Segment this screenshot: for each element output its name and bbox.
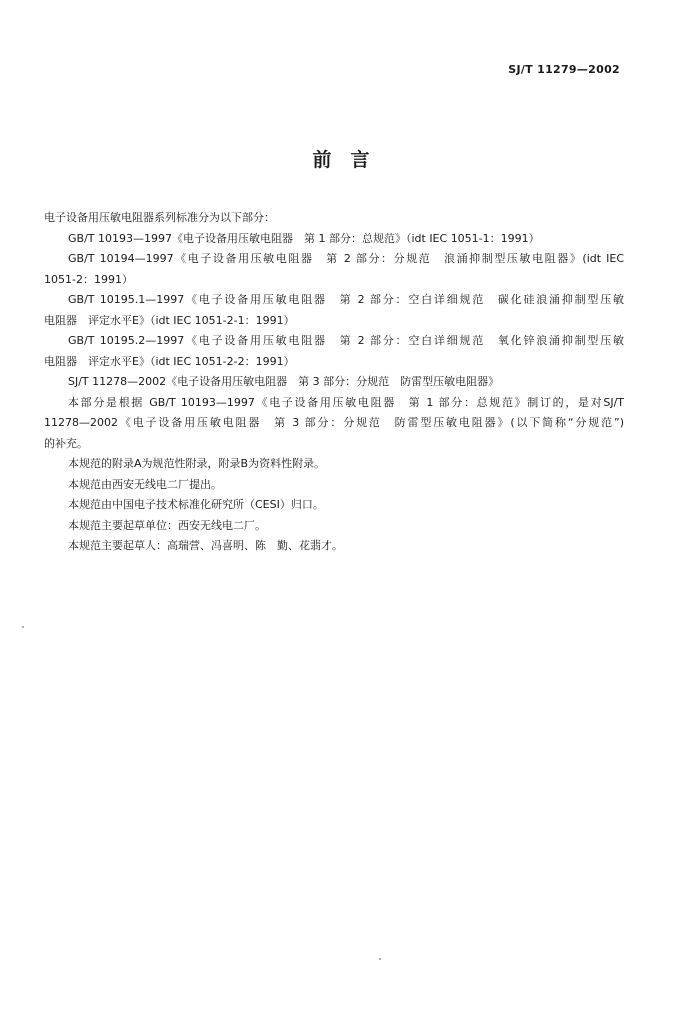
page-title: 前 言 <box>312 149 370 171</box>
paragraph-proposer: 本规范由西安无线电二厂提出。 <box>68 477 222 491</box>
paragraph-annex: 本规范的附录A为规范性附录，附录B为资料性附录。 <box>68 457 326 470</box>
list-item-gbt10195-2-line1: GB/T 10195.2—1997《电子设备用压敏电阻器 第 2 部分：空白详细规范 氧化锌浪涌抑制型压敏 <box>68 334 624 347</box>
list-item-gbt10195-1-line1: GB/T 10195.1—1997《电子设备用压敏电阻器 第 2 部分：空白详细规范 碳化硅浪涌抑制型压敏 <box>68 293 624 306</box>
list-item-sjt11278: SJ/T 11278—2002《电子设备用压敏电阻器 第 3 部分：分规范 防雷型压敏电阻器》 <box>68 375 500 388</box>
paragraph-drafting-unit: 本规范主要起草单位：西安无线电二厂。 <box>68 518 266 532</box>
paragraph-basis-line1: 本部分是根据 GB/T 10193—1997《电子设备用压敏电阻器 第 1 部分：总规范》制订的，是对SJ/T <box>68 395 624 409</box>
paragraph-intro: 电子设备用压敏电阻器系列标准分为以下部分： <box>44 211 275 224</box>
list-item-gbt10193: GB/T 10193—1997《电子设备用压敏电阻器 第 1 部分：总规范》（idt IEC 1051-1：1991） <box>68 231 540 245</box>
scan-speck <box>22 626 24 628</box>
list-item-gbt10194-line2: 1051-2：1991） <box>44 272 133 286</box>
paragraph-basis-line2: 11278—2002《电子设备用压敏电阻器 第 3 部分：分规范 防雷型压敏电阻器》(以下简称“分规范”) <box>44 416 624 429</box>
scan-speck <box>379 958 381 960</box>
list-item-gbt10195-1-line2: 电阻器 评定水平E》（idt IEC 1051-2-1：1991） <box>44 313 295 327</box>
paragraph-drafters: 本规范主要起草人：高瑞营、冯喜明、陈 勤、花翡才。 <box>68 539 343 552</box>
document-code: SJ/T 11279—2002 <box>508 63 620 76</box>
paragraph-basis-line3: 的补充。 <box>44 436 88 450</box>
paragraph-centralizer: 本规范由中国电子技术标准化研究所（CESI）归口。 <box>68 498 324 511</box>
list-item-gbt10194-line1: GB/T 10194—1997《电子设备用压敏电阻器 第 2 部分：分规范 浪涌抑制型压敏电阻器》(idt IEC <box>68 252 624 265</box>
foreword-body <box>44 208 624 557</box>
list-item-gbt10195-2-line2: 电阻器 评定水平E》（idt IEC 1051-2-2：1991） <box>44 354 295 368</box>
